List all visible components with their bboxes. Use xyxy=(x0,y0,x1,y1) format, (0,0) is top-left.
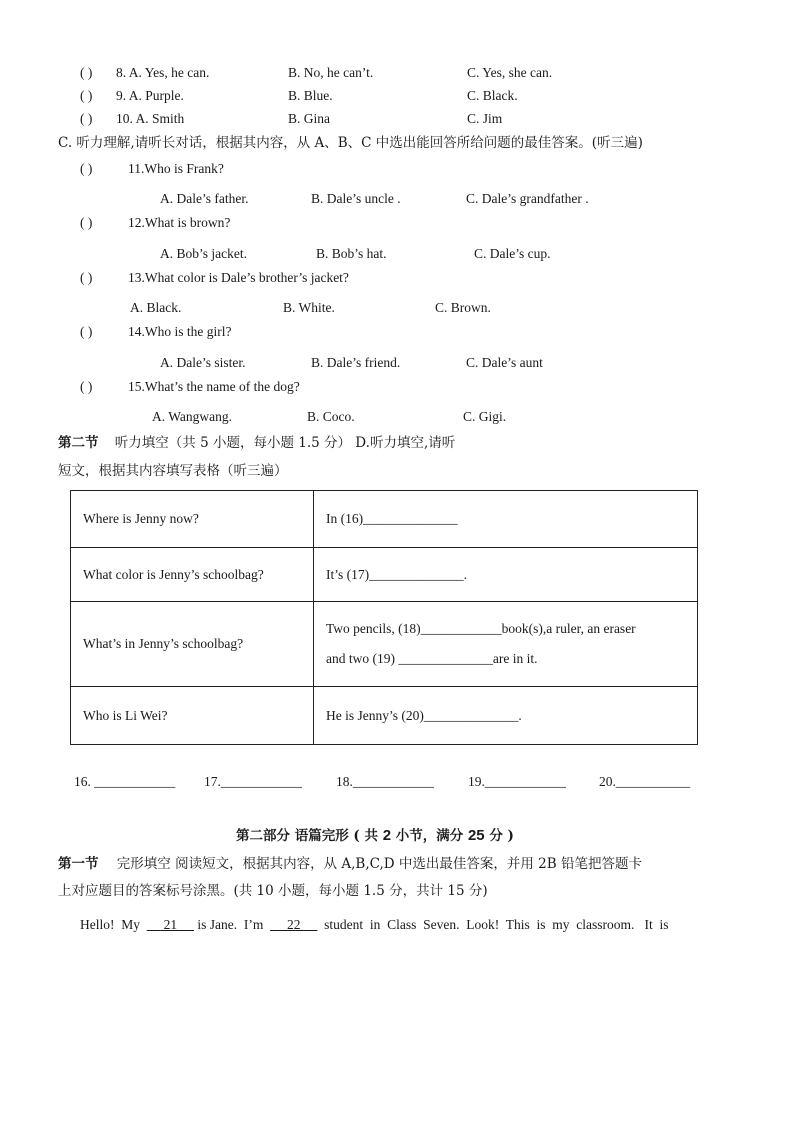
option-a: A. Bob’s jacket. xyxy=(160,246,247,261)
question-row-9 xyxy=(80,87,518,105)
option-b: B. No, he can’t. xyxy=(288,65,374,80)
question-13 xyxy=(80,269,349,287)
answer-blank-16[interactable]: 16. ____________ xyxy=(74,774,176,789)
question-row-10 xyxy=(80,110,503,128)
question-stem: 9. A. Purple. xyxy=(116,88,184,103)
option-c: C. Jim xyxy=(467,111,503,126)
option-c: C. Dale’s grandfather . xyxy=(466,191,589,206)
table-question: What color is Jenny’s schoolbag? xyxy=(71,548,314,602)
table-row xyxy=(71,548,698,602)
question-row-8 xyxy=(80,64,553,82)
part2-title: 第二部分 语篇完形 ( 共 2 小节，满分 25 分 ) xyxy=(236,827,514,844)
table-answer[interactable] xyxy=(314,602,698,687)
question-stem: 10. A. Smith xyxy=(116,111,185,126)
option-c: C. Gigi. xyxy=(463,409,507,424)
option-a: A. Wangwang. xyxy=(152,409,233,424)
question-15 xyxy=(80,378,300,396)
options-12 xyxy=(160,245,551,263)
question-text: 14.Who is the girl? xyxy=(128,324,232,339)
question-text: 15.What’s the name of the dog? xyxy=(128,379,300,394)
section2-text-continued: 短文，根据其内容填写表格（听三遍） xyxy=(58,463,288,479)
cloze-blank-22[interactable]: 22 xyxy=(270,917,318,932)
option-c: C. Black. xyxy=(467,88,518,103)
question-text: 11.Who is Frank? xyxy=(128,161,224,176)
fill-in-table xyxy=(70,490,698,745)
table-question: Where is Jenny now? xyxy=(71,491,314,548)
question-14 xyxy=(80,323,232,341)
question-stem: 8. A. Yes, he can. xyxy=(116,65,210,80)
section2-line xyxy=(58,434,455,452)
options-13 xyxy=(130,299,491,317)
table-answer-line-1: Two pencils, (18)____________book(s),a ruler, an eraser xyxy=(326,621,636,636)
option-b: B. Bob’s hat. xyxy=(316,246,387,261)
answer-blank-18[interactable]: 18.____________ xyxy=(336,774,434,789)
options-14 xyxy=(160,354,543,372)
option-a: A. Dale’s father. xyxy=(160,191,249,206)
cloze-instruction-line xyxy=(58,855,642,873)
answer-blanks xyxy=(74,773,691,791)
question-text: 13.What color is Dale’s brother’s jacket? xyxy=(128,270,349,285)
table-answer[interactable]: He is Jenny’s (20)______________. xyxy=(314,687,698,745)
answer-blank-17[interactable]: 17.____________ xyxy=(204,774,302,789)
table-answer[interactable]: In (16)______________ xyxy=(314,491,698,548)
option-c: C. Brown. xyxy=(435,300,491,315)
answer-blank-20[interactable]: 20.___________ xyxy=(599,774,691,789)
cloze-blank-21[interactable]: 21 xyxy=(146,917,194,932)
option-c: C. Dale’s aunt xyxy=(466,355,543,370)
options-15 xyxy=(152,408,507,426)
section-c-instruction: C. 听力理解,请听长对话，根据其内容，从 A、B、C 中选出能回答所给问题的最佳答案。(听三遍) xyxy=(58,135,643,151)
question-text: 12.What is brown? xyxy=(128,215,231,230)
option-c: C. Yes, she can. xyxy=(467,65,553,80)
cloze-instruction-continued: 上对应题目的答案标号涂黑。(共 10 小题，每小题 1.5 分，共计 15 分) xyxy=(58,883,488,899)
question-11 xyxy=(80,160,224,178)
answer-paren: ( ) xyxy=(80,324,93,339)
question-12 xyxy=(80,214,231,232)
answer-paren: ( ) xyxy=(80,161,93,176)
table-question: What’s in Jenny’s schoolbag? xyxy=(71,602,314,687)
answer-paren: ( ) xyxy=(80,215,93,230)
option-a: A. Black. xyxy=(130,300,182,315)
option-b: B. Dale’s friend. xyxy=(311,355,401,370)
option-b: B. Dale’s uncle . xyxy=(311,191,401,206)
option-b: B. Coco. xyxy=(307,409,355,424)
cloze-instruction: 完形填空 阅读短文，根据其内容，从 A,B,C,D 中选出最佳答案，并用 2B 铅笔把答题卡 xyxy=(116,856,642,872)
table-answer[interactable]: It’s (17)______________. xyxy=(314,548,698,602)
table-row xyxy=(71,602,698,687)
option-a: A. Dale’s sister. xyxy=(160,355,246,370)
table-row xyxy=(71,687,698,745)
cloze-heading: 第一节 xyxy=(58,856,99,872)
option-c: C. Dale’s cup. xyxy=(474,246,551,261)
option-b: B. Blue. xyxy=(288,88,333,103)
answer-blank-19[interactable]: 19.____________ xyxy=(468,774,566,789)
table-row xyxy=(71,491,698,548)
answer-paren: ( ) xyxy=(80,111,93,126)
section2-text: 听力填空（共 5 小题，每小题 1.5 分） D.听力填空,请听 xyxy=(114,435,456,451)
answer-paren: ( ) xyxy=(80,65,93,80)
passage-line: Hello! My 21 is Jane. I’m 22 student in Class Seven. Look! This is my classroom. It is xyxy=(80,917,669,932)
answer-paren: ( ) xyxy=(80,88,93,103)
table-question: Who is Li Wei? xyxy=(71,687,314,745)
answer-paren: ( ) xyxy=(80,379,93,394)
section2-heading: 第二节 xyxy=(58,435,99,451)
option-b: B. White. xyxy=(283,300,335,315)
table-answer-line-2: and two (19) ______________are in it. xyxy=(326,651,538,666)
answer-paren: ( ) xyxy=(80,270,93,285)
option-b: B. Gina xyxy=(288,111,330,126)
options-11 xyxy=(160,190,589,208)
